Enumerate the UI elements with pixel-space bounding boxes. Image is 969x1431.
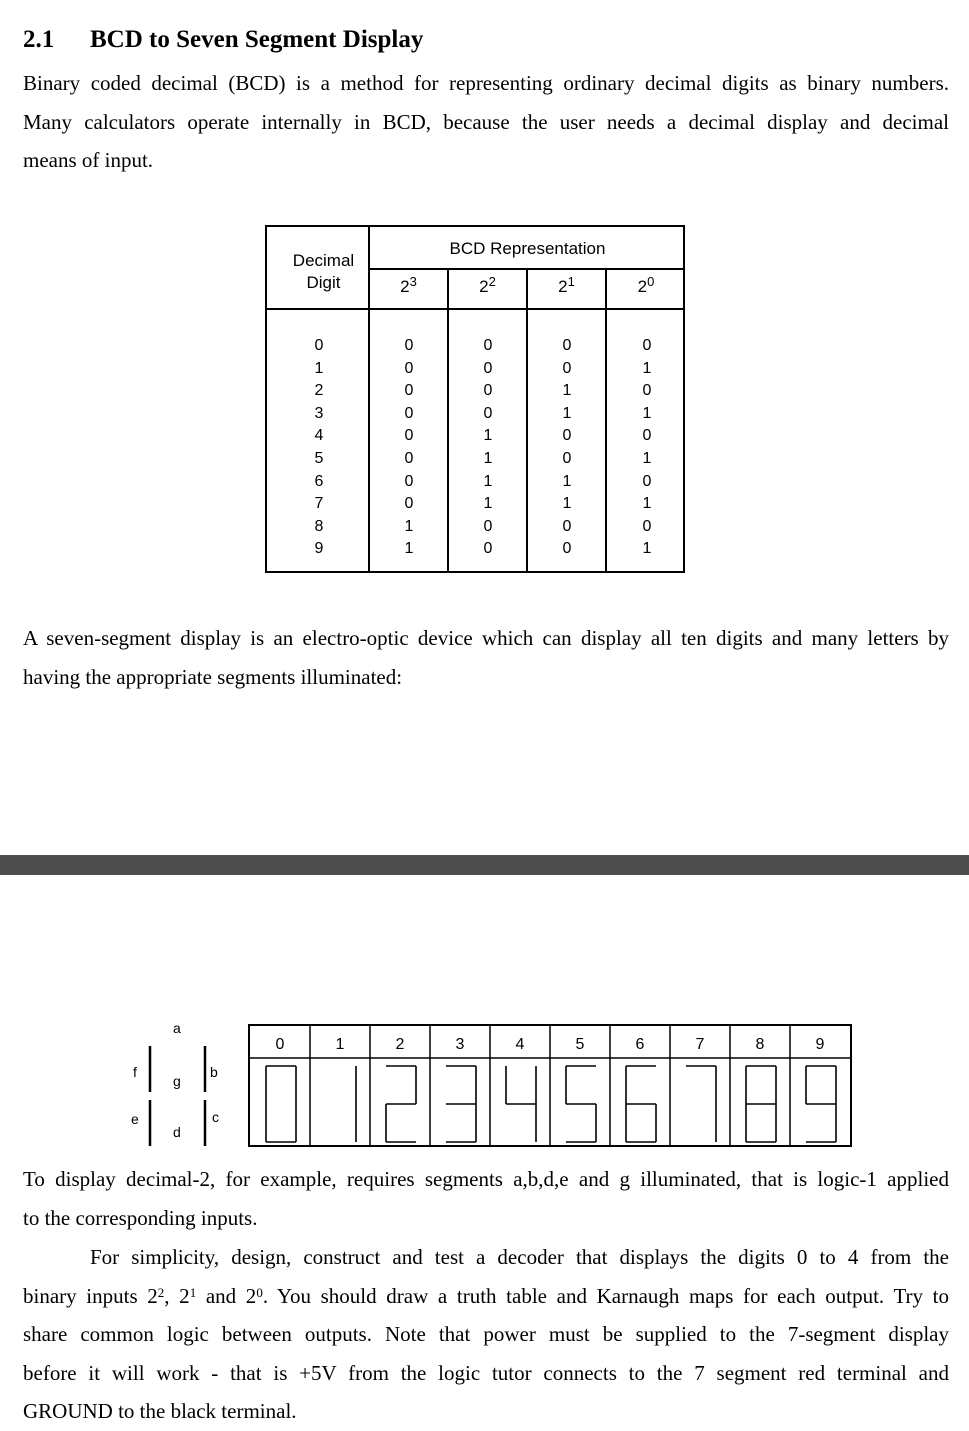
table-cell: 0 (562, 427, 572, 445)
table-cell: 9 (314, 540, 324, 558)
segment-label-d: d (173, 1124, 181, 1140)
example-paragraph (23, 1160, 949, 1237)
digit-strip-graphic (250, 1026, 850, 1145)
table-cell: 5 (314, 449, 324, 467)
table-cell: 0 (404, 495, 414, 513)
seven-seg-line: having the appropriate segments illuminated: (23, 664, 403, 689)
section-title: BCD to Seven Segment Display (90, 26, 424, 53)
table-cell: 1 (483, 449, 493, 467)
task-line: For simplicity, design, construct and test a decoder that displays the digits 0 to 4 from the (90, 1245, 949, 1269)
table-cell: 0 (562, 517, 572, 535)
bit-0-column (635, 335, 659, 561)
table-divider (447, 269, 449, 571)
bit-1-column (555, 335, 579, 561)
table-cell: 0 (562, 540, 572, 558)
table-cell: 0 (483, 337, 493, 354)
table-cell: 0 (642, 472, 652, 490)
task-line: before it will work - that is +5V from the logic tutor connects to the 7 segment red terminal and (23, 1360, 949, 1385)
digit-strip-label: 2 (395, 1036, 405, 1053)
seven-segment-digit-strip (248, 1024, 852, 1147)
table-cell: 0 (642, 517, 652, 535)
table-cell: 0 (562, 337, 572, 354)
table-cell: 1 (562, 495, 572, 513)
table-cell: 1 (642, 404, 652, 422)
table-cell: 1 (642, 495, 652, 513)
table-cell: 0 (562, 359, 572, 377)
table-cell: 1 (562, 404, 572, 422)
intro-line: means of input. (23, 148, 154, 172)
segment-label-e: e (131, 1111, 139, 1127)
segment-label-a: a (173, 1020, 181, 1036)
table-cell: 1 (642, 449, 652, 467)
table-cell: 0 (404, 359, 414, 377)
digit-strip-label: 7 (695, 1036, 705, 1053)
bit-header-2-2: $2^2$ (479, 274, 496, 296)
table-cell: 1 (642, 540, 652, 558)
table-cell: 0 (483, 382, 493, 400)
segment-label-b: b (210, 1064, 218, 1080)
digit-column (307, 335, 331, 561)
segment-label-f: f (133, 1064, 137, 1080)
digit-strip-label: 5 (575, 1036, 585, 1053)
intro-line: Many calculators operate internally in BCD, because the user needs a decimal display and decimal (23, 109, 949, 134)
task-line: GROUND to the black terminal. (23, 1399, 297, 1423)
table-divider (526, 269, 528, 571)
table-cell: 0 (404, 472, 414, 490)
example-line: to the corresponding inputs. (23, 1205, 258, 1230)
bit-header-2-0: $2^0$ (637, 274, 655, 296)
task-paragraph (23, 1238, 949, 1431)
table-cell: 0 (404, 382, 414, 400)
seven-segment-digit (686, 1066, 716, 1142)
bit-3-column (397, 335, 421, 561)
table-cell: 1 (483, 495, 493, 513)
table-cell: 1 (314, 359, 324, 377)
seven-segment-digit (626, 1066, 656, 1142)
table-cell: 0 (642, 337, 652, 354)
bit-header-2-1: $2^1$ (558, 274, 575, 296)
table-cell: 0 (642, 427, 652, 445)
example-line: To display decimal-2, for example, requires segments a,b,d,e and g illuminated, that is logic-1 applied (23, 1167, 949, 1191)
digit-strip-label: 8 (755, 1036, 765, 1053)
table-cell: 1 (642, 359, 652, 377)
table-cell: 0 (314, 337, 324, 354)
bcd-representation-header: BCD Representation (449, 239, 606, 258)
digit-strip-label: 0 (275, 1036, 285, 1053)
table-cell: 4 (314, 427, 324, 445)
seven-segment-digit (566, 1066, 596, 1142)
section-heading (23, 26, 423, 54)
table-cell: 0 (404, 404, 414, 422)
table-cell: 1 (404, 540, 414, 558)
table-cell: 1 (562, 382, 572, 400)
table-cell: 7 (314, 495, 324, 513)
table-cell: 6 (314, 472, 324, 490)
table-cell: 1 (483, 472, 493, 490)
table-cell: 0 (642, 382, 652, 400)
table-cell: 0 (483, 517, 493, 535)
table-cell: 3 (314, 404, 324, 422)
seven-seg-line: A seven-segment display is an electro-optic device which can display all ten digits and many letters by (23, 626, 949, 650)
seven-seg-paragraph (23, 619, 949, 696)
seven-segment-digit (386, 1066, 416, 1142)
section-number: 2.1 (23, 26, 55, 53)
seven-segment-digit (806, 1066, 836, 1142)
task-line: binary inputs $2^2$, $2^1$ and $2^0$. You should draw a truth table and Karnaugh maps for each output. Try to (23, 1283, 950, 1308)
table-divider (370, 268, 685, 270)
segment-label-g: g (173, 1073, 181, 1089)
digit-strip-label: 4 (515, 1036, 525, 1053)
intro-paragraph (23, 64, 949, 180)
table-divider (267, 308, 683, 310)
table-cell: 0 (483, 540, 493, 558)
intro-line: Binary coded decimal (BCD) is a method for representing ordinary decimal digits as binary numbers. (23, 71, 949, 95)
decimal-digit-header: Decimal Digit (292, 251, 355, 292)
bit-header-2-3: $2^3$ (400, 274, 417, 296)
table-cell: 1 (562, 472, 572, 490)
bcd-table (265, 225, 685, 573)
seven-segment-digit (746, 1066, 776, 1142)
segment-label-c: c (212, 1109, 219, 1125)
digit-strip-label: 6 (635, 1036, 645, 1053)
seven-segment-digit (506, 1066, 536, 1142)
task-line: share common logic between outputs. Note that power must be supplied to the 7-segment display (23, 1322, 949, 1346)
table-cell: 1 (483, 427, 493, 445)
table-cell: 2 (314, 382, 324, 400)
table-cell: 0 (404, 449, 414, 467)
digit-strip-label: 9 (815, 1036, 825, 1053)
table-cell: 0 (483, 359, 493, 377)
table-cell: 0 (404, 427, 414, 445)
table-cell: 0 (404, 337, 414, 354)
digit-strip-label: 3 (455, 1036, 465, 1053)
seven-segment-digit (446, 1066, 476, 1142)
bit-2-column (476, 335, 500, 561)
digit-strip-label: 1 (335, 1036, 345, 1053)
table-cell: 1 (404, 517, 414, 535)
divider-bar (0, 855, 969, 875)
seven-segment-digit (266, 1066, 296, 1142)
table-cell: 0 (562, 449, 572, 467)
table-divider (605, 269, 607, 571)
table-cell: 8 (314, 517, 324, 535)
table-cell: 0 (483, 404, 493, 422)
